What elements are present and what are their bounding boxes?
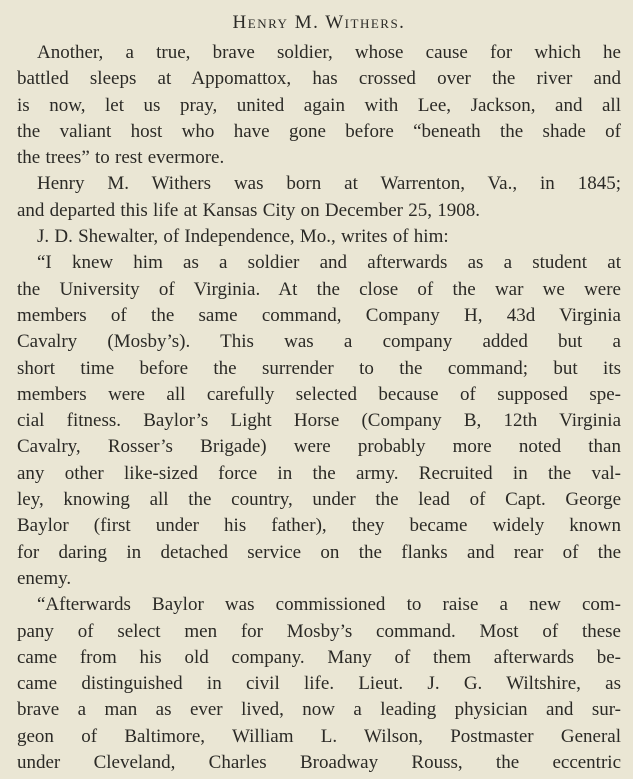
- text-line: any other like-sized force in the army. Recruited in the val-: [17, 462, 621, 484]
- text-line: geon of Baltimore, William L. Wilson, Postmaster General: [17, 725, 621, 747]
- text-line: enemy.: [17, 567, 72, 589]
- text-line: J. D. Shewalter, of Independence, Mo., writes of him:: [37, 226, 449, 248]
- text-line: came from his old company. Many of them afterwards be-: [17, 646, 621, 668]
- paragraph-4: [17, 250, 621, 592]
- text-line: for daring in detached service on the flanks and rear of the: [17, 541, 621, 563]
- text-line: Another, a true, brave soldier, whose cause for which he: [37, 42, 621, 63]
- paragraph-1: [17, 40, 621, 171]
- text-line: members of the same command, Company H, 43d Virginia: [17, 304, 621, 326]
- text-line: Henry M. Withers was born at Warrenton, Va., in 1845;: [37, 173, 621, 195]
- paragraph-3: [17, 224, 621, 250]
- text-line: the University of Virginia. At the close of the war we were: [17, 278, 621, 300]
- text-line: “I knew him as a soldier and afterwards as a student at: [37, 252, 621, 274]
- text-line: the trees” to rest evermore.: [17, 147, 225, 169]
- text-line: cial fitness. Baylor’s Light Horse (Company B, 12th Virginia: [17, 410, 621, 432]
- text-line: short time before the surrender to the command; but its: [17, 357, 621, 379]
- text-line: and departed this life at Kansas City on December 25, 1908.: [17, 199, 480, 221]
- text-line: battled sleeps at Appomattox, has crossed over the river and: [17, 68, 621, 90]
- text-line: brave a man as ever lived, now a leading physician and sur-: [17, 699, 621, 721]
- text-line: came distinguished in civil life. Lieut. J. G. Wiltshire, as: [17, 673, 621, 695]
- text-line: Cavalry (Mosby’s). This was a company added but a: [17, 331, 621, 353]
- page-heading: Henry M. Withers.: [232, 12, 406, 33]
- text-line: ley, knowing all the country, under the lead of Capt. George: [17, 489, 621, 511]
- text-line: under Cleveland, Charles Broadway Rouss, the eccentric: [17, 752, 621, 774]
- text-line: is now, let us pray, united again with Lee, Jackson, and all: [17, 94, 621, 116]
- text-line: Cavalry, Rosser’s Brigade) were probably more noted than: [17, 436, 621, 458]
- paragraph-2: [17, 171, 621, 224]
- text-line: pany of select men for Mosby’s command. Most of these: [17, 620, 621, 642]
- paragraph-5: [17, 592, 621, 776]
- text-line: “Afterwards Baylor was commissioned to raise a new com-: [37, 594, 621, 616]
- text-line: members were all carefully selected because of supposed spe-: [17, 383, 621, 405]
- text-line: the valiant host who have gone before “beneath the shade of: [17, 120, 621, 142]
- text-line: Baylor (first under his father), they became widely known: [17, 515, 621, 537]
